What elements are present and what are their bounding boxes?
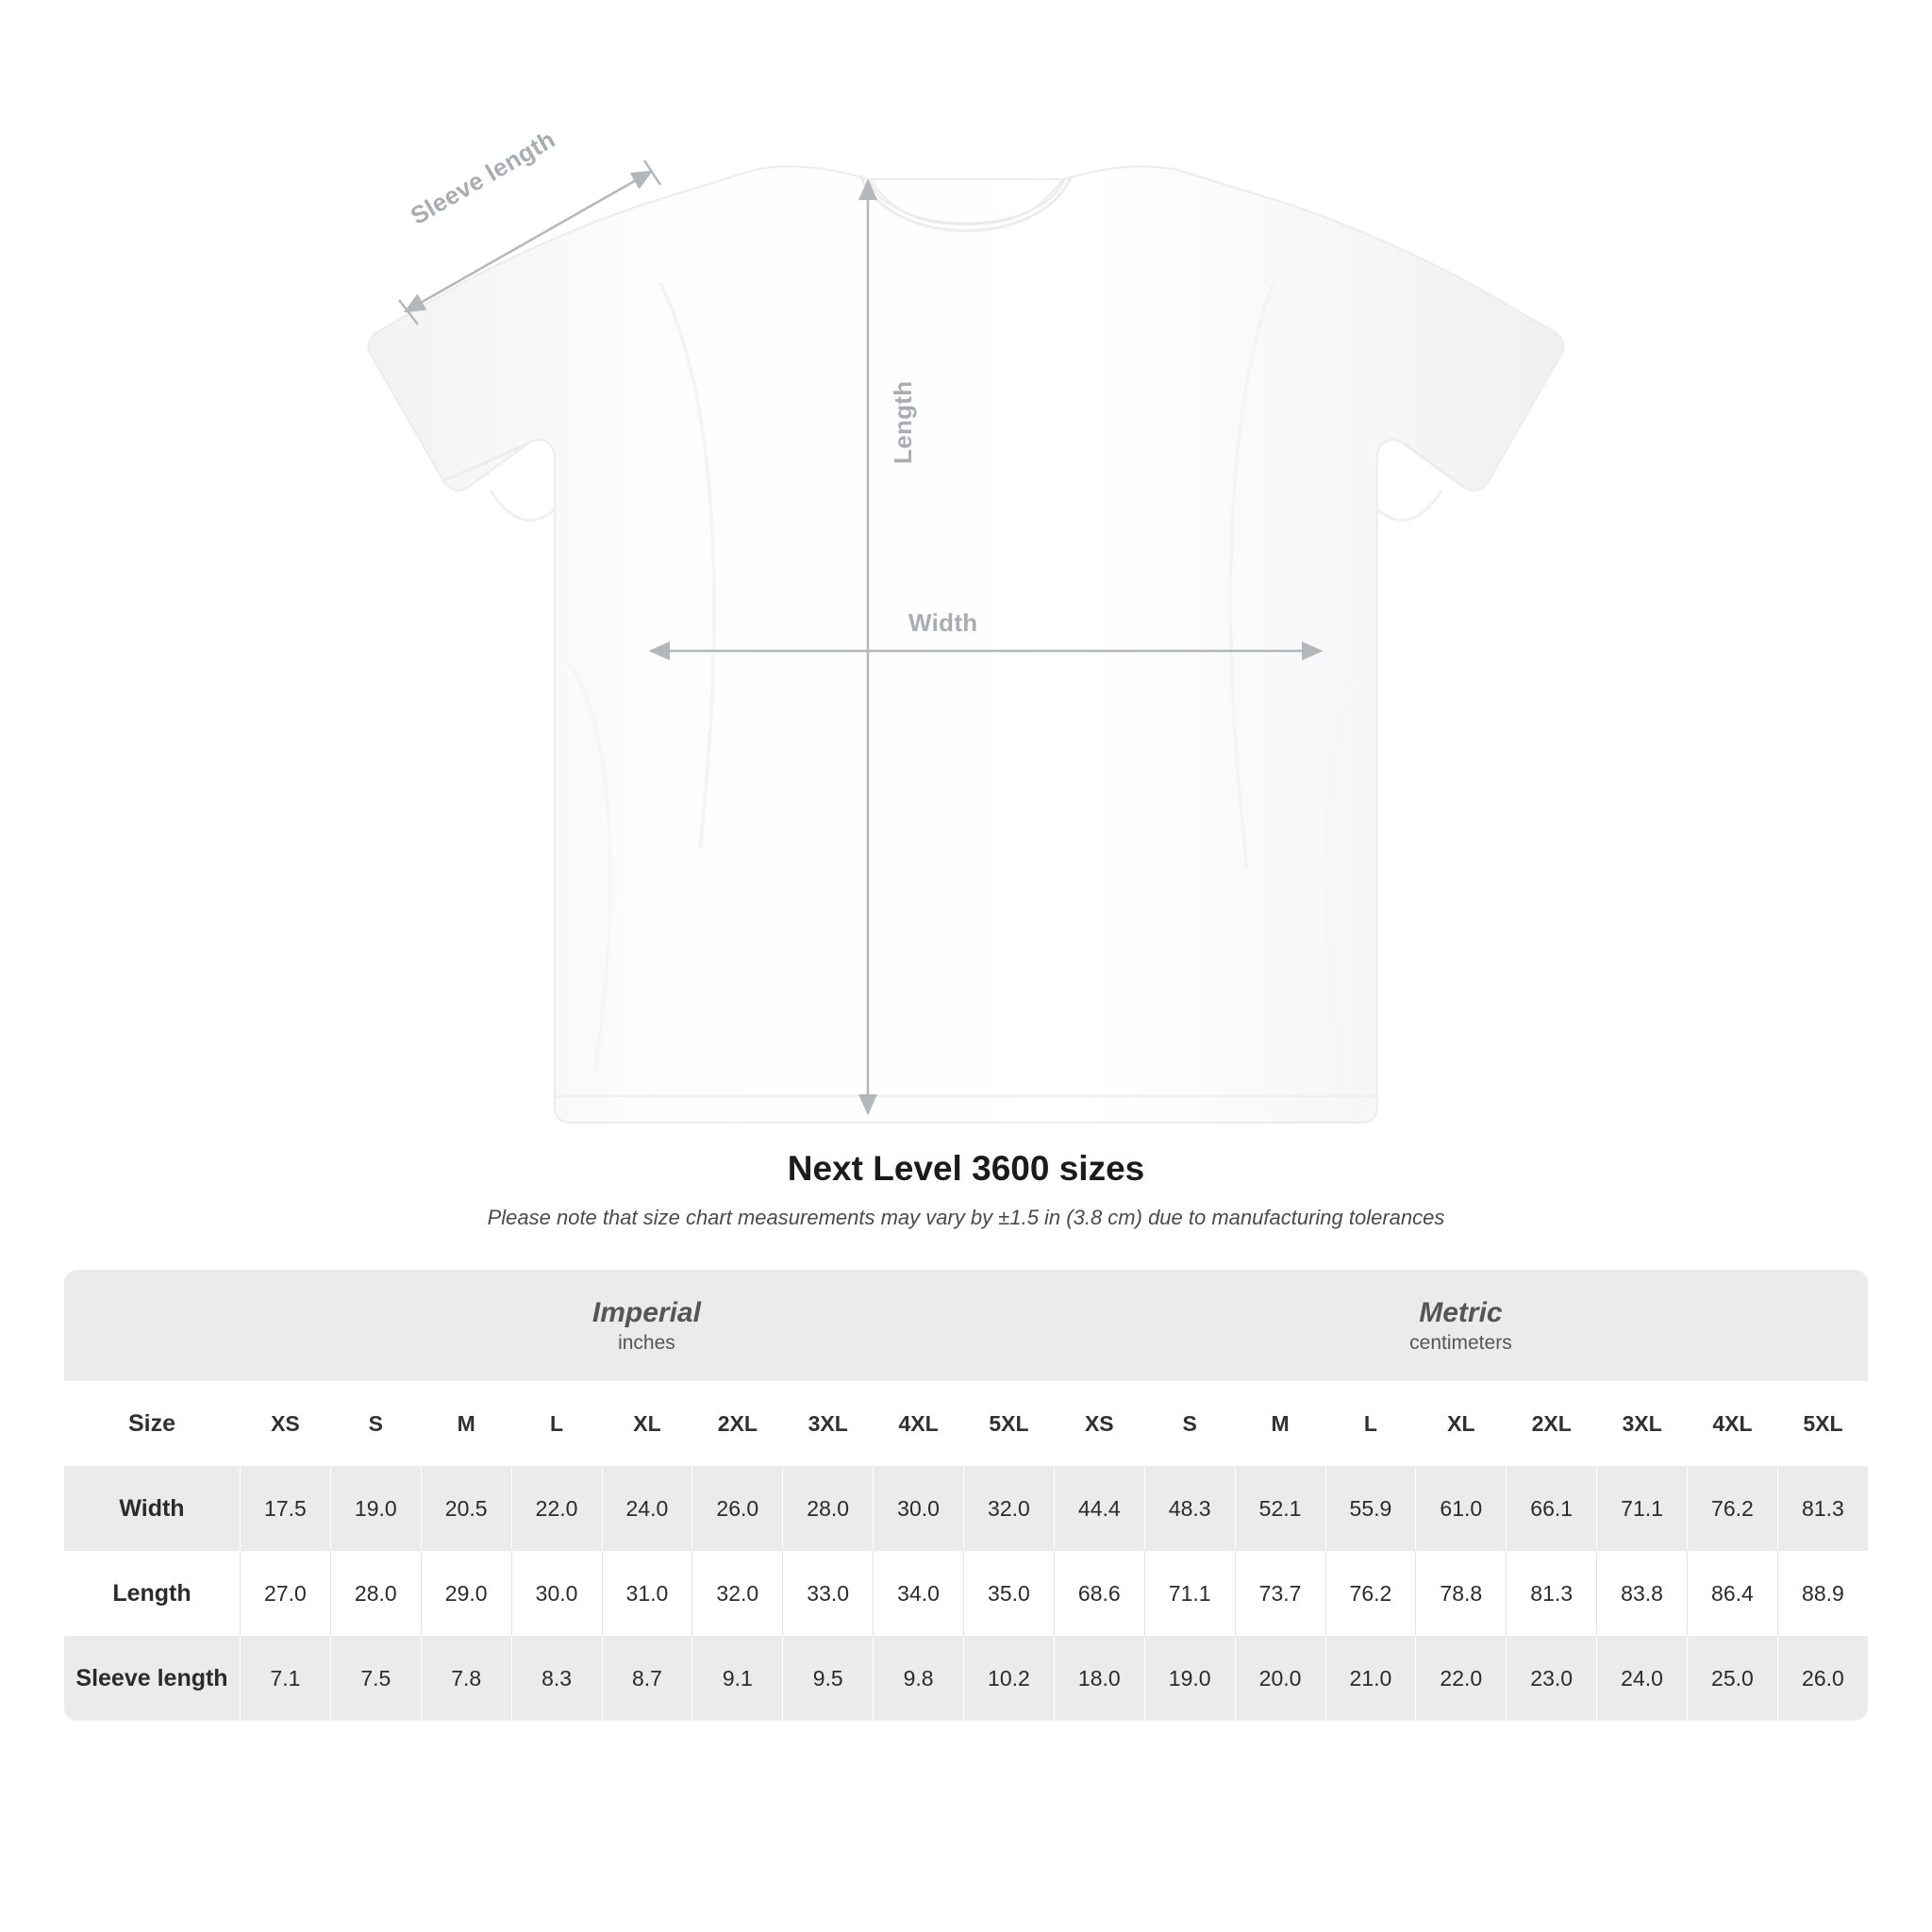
size-header-cell: 5XL: [1777, 1381, 1868, 1466]
table-row: [64, 1636, 1868, 1721]
size-header-cell: 3XL: [1596, 1381, 1687, 1466]
unit-header-imperial-name: Imperial: [591, 1296, 701, 1328]
cell-width: 20.5: [421, 1466, 511, 1551]
cell-sleeve-length: 9.5: [782, 1636, 873, 1721]
cell-length: 88.9: [1777, 1551, 1868, 1636]
cell-length: 81.3: [1506, 1551, 1596, 1636]
cell-sleeve-length: 21.0: [1325, 1636, 1416, 1721]
cell-width: 55.9: [1325, 1466, 1416, 1551]
cell-sleeve-length: 9.8: [873, 1636, 963, 1721]
cell-length: 83.8: [1596, 1551, 1687, 1636]
cell-sleeve-length: 7.8: [421, 1636, 511, 1721]
cell-length: 76.2: [1325, 1551, 1416, 1636]
tshirt-shape: [368, 166, 1563, 1123]
size-header-cell: XS: [1054, 1381, 1144, 1466]
cell-sleeve-length: 25.0: [1687, 1636, 1777, 1721]
title-block: [0, 1149, 1932, 1230]
size-header-cell: 2XL: [1506, 1381, 1596, 1466]
cell-sleeve-length: 20.0: [1235, 1636, 1325, 1721]
size-header-cell: 5XL: [963, 1381, 1054, 1466]
length-label: Length: [889, 380, 917, 464]
cell-width: 48.3: [1144, 1466, 1235, 1551]
tolerance-note: Please note that size chart measurements may vary by ±1.5 in (3.8 cm) due to manufacturing tolerances: [487, 1206, 1445, 1229]
unit-header-corner: [64, 1270, 240, 1381]
row-label-length: Length: [64, 1551, 240, 1636]
cell-sleeve-length: 7.1: [240, 1636, 330, 1721]
cell-length: 27.0: [240, 1551, 330, 1636]
size-header-cell: S: [1144, 1381, 1235, 1466]
row-label-width: Width: [64, 1466, 240, 1551]
size-header-cell: S: [330, 1381, 421, 1466]
cell-width: 61.0: [1415, 1466, 1506, 1551]
size-header-cell: XL: [1415, 1381, 1506, 1466]
cell-length: 86.4: [1687, 1551, 1777, 1636]
size-header-cell: M: [421, 1381, 511, 1466]
cell-length: 32.0: [691, 1551, 782, 1636]
cell-length: 78.8: [1415, 1551, 1506, 1636]
cell-width: 22.0: [511, 1466, 602, 1551]
size-header-cell: L: [1325, 1381, 1416, 1466]
cell-width: 76.2: [1687, 1466, 1777, 1551]
cell-width: 44.4: [1054, 1466, 1144, 1551]
row-label-sleeve-length: Sleeve length: [64, 1636, 240, 1721]
cell-sleeve-length: 9.1: [691, 1636, 782, 1721]
cell-length: 68.6: [1054, 1551, 1144, 1636]
cell-width: 19.0: [330, 1466, 421, 1551]
cell-width: 26.0: [691, 1466, 782, 1551]
size-header-row: [64, 1381, 1868, 1466]
cell-sleeve-length: 23.0: [1506, 1636, 1596, 1721]
size-header-cell: 2XL: [691, 1381, 782, 1466]
size-header-cell: M: [1235, 1381, 1325, 1466]
cell-sleeve-length: 7.5: [330, 1636, 421, 1721]
cell-sleeve-length: 8.7: [602, 1636, 692, 1721]
cell-sleeve-length: 22.0: [1415, 1636, 1506, 1721]
table-row: [64, 1466, 1868, 1551]
cell-length: 28.0: [330, 1551, 421, 1636]
cell-width: 24.0: [602, 1466, 692, 1551]
unit-header-metric-name: Metric: [1419, 1296, 1503, 1328]
sleeve-length-label: Sleeve length: [406, 125, 560, 230]
cell-width: 30.0: [873, 1466, 963, 1551]
cell-length: 71.1: [1144, 1551, 1235, 1636]
cell-length: 33.0: [782, 1551, 873, 1636]
unit-header-imperial: [240, 1270, 1054, 1381]
unit-header-imperial-sub: inches: [618, 1331, 675, 1354]
unit-header-metric: [1054, 1270, 1868, 1381]
cell-length: 73.7: [1235, 1551, 1325, 1636]
cell-sleeve-length: 24.0: [1596, 1636, 1687, 1721]
unit-header-metric-sub: centimeters: [1409, 1331, 1512, 1354]
cell-sleeve-length: 26.0: [1777, 1636, 1868, 1721]
cell-length: 29.0: [421, 1551, 511, 1636]
size-header-cell: 4XL: [1687, 1381, 1777, 1466]
size-header-label: Size: [64, 1381, 240, 1466]
cell-length: 31.0: [602, 1551, 692, 1636]
size-header-cell: XS: [240, 1381, 330, 1466]
size-table: [64, 1270, 1868, 1721]
page-title: Next Level 3600 sizes: [787, 1149, 1145, 1188]
cell-length: 34.0: [873, 1551, 963, 1636]
cell-width: 32.0: [963, 1466, 1054, 1551]
cell-sleeve-length: 8.3: [511, 1636, 602, 1721]
cell-width: 71.1: [1596, 1466, 1687, 1551]
size-header-cell: 3XL: [782, 1381, 873, 1466]
cell-length: 30.0: [511, 1551, 602, 1636]
cell-width: 17.5: [240, 1466, 330, 1551]
unit-header-row: [64, 1270, 1868, 1381]
cell-sleeve-length: 19.0: [1144, 1636, 1235, 1721]
cell-sleeve-length: 10.2: [963, 1636, 1054, 1721]
cell-length: 35.0: [963, 1551, 1054, 1636]
table-row: [64, 1551, 1868, 1636]
cell-width: 52.1: [1235, 1466, 1325, 1551]
cell-width: 81.3: [1777, 1466, 1868, 1551]
size-header-cell: XL: [602, 1381, 692, 1466]
cell-width: 66.1: [1506, 1466, 1596, 1551]
size-table-wrapper: [64, 1270, 1868, 1721]
cell-width: 28.0: [782, 1466, 873, 1551]
cell-sleeve-length: 18.0: [1054, 1636, 1144, 1721]
size-header-cell: L: [511, 1381, 602, 1466]
width-label: Width: [908, 608, 978, 637]
size-header-cell: 4XL: [873, 1381, 963, 1466]
